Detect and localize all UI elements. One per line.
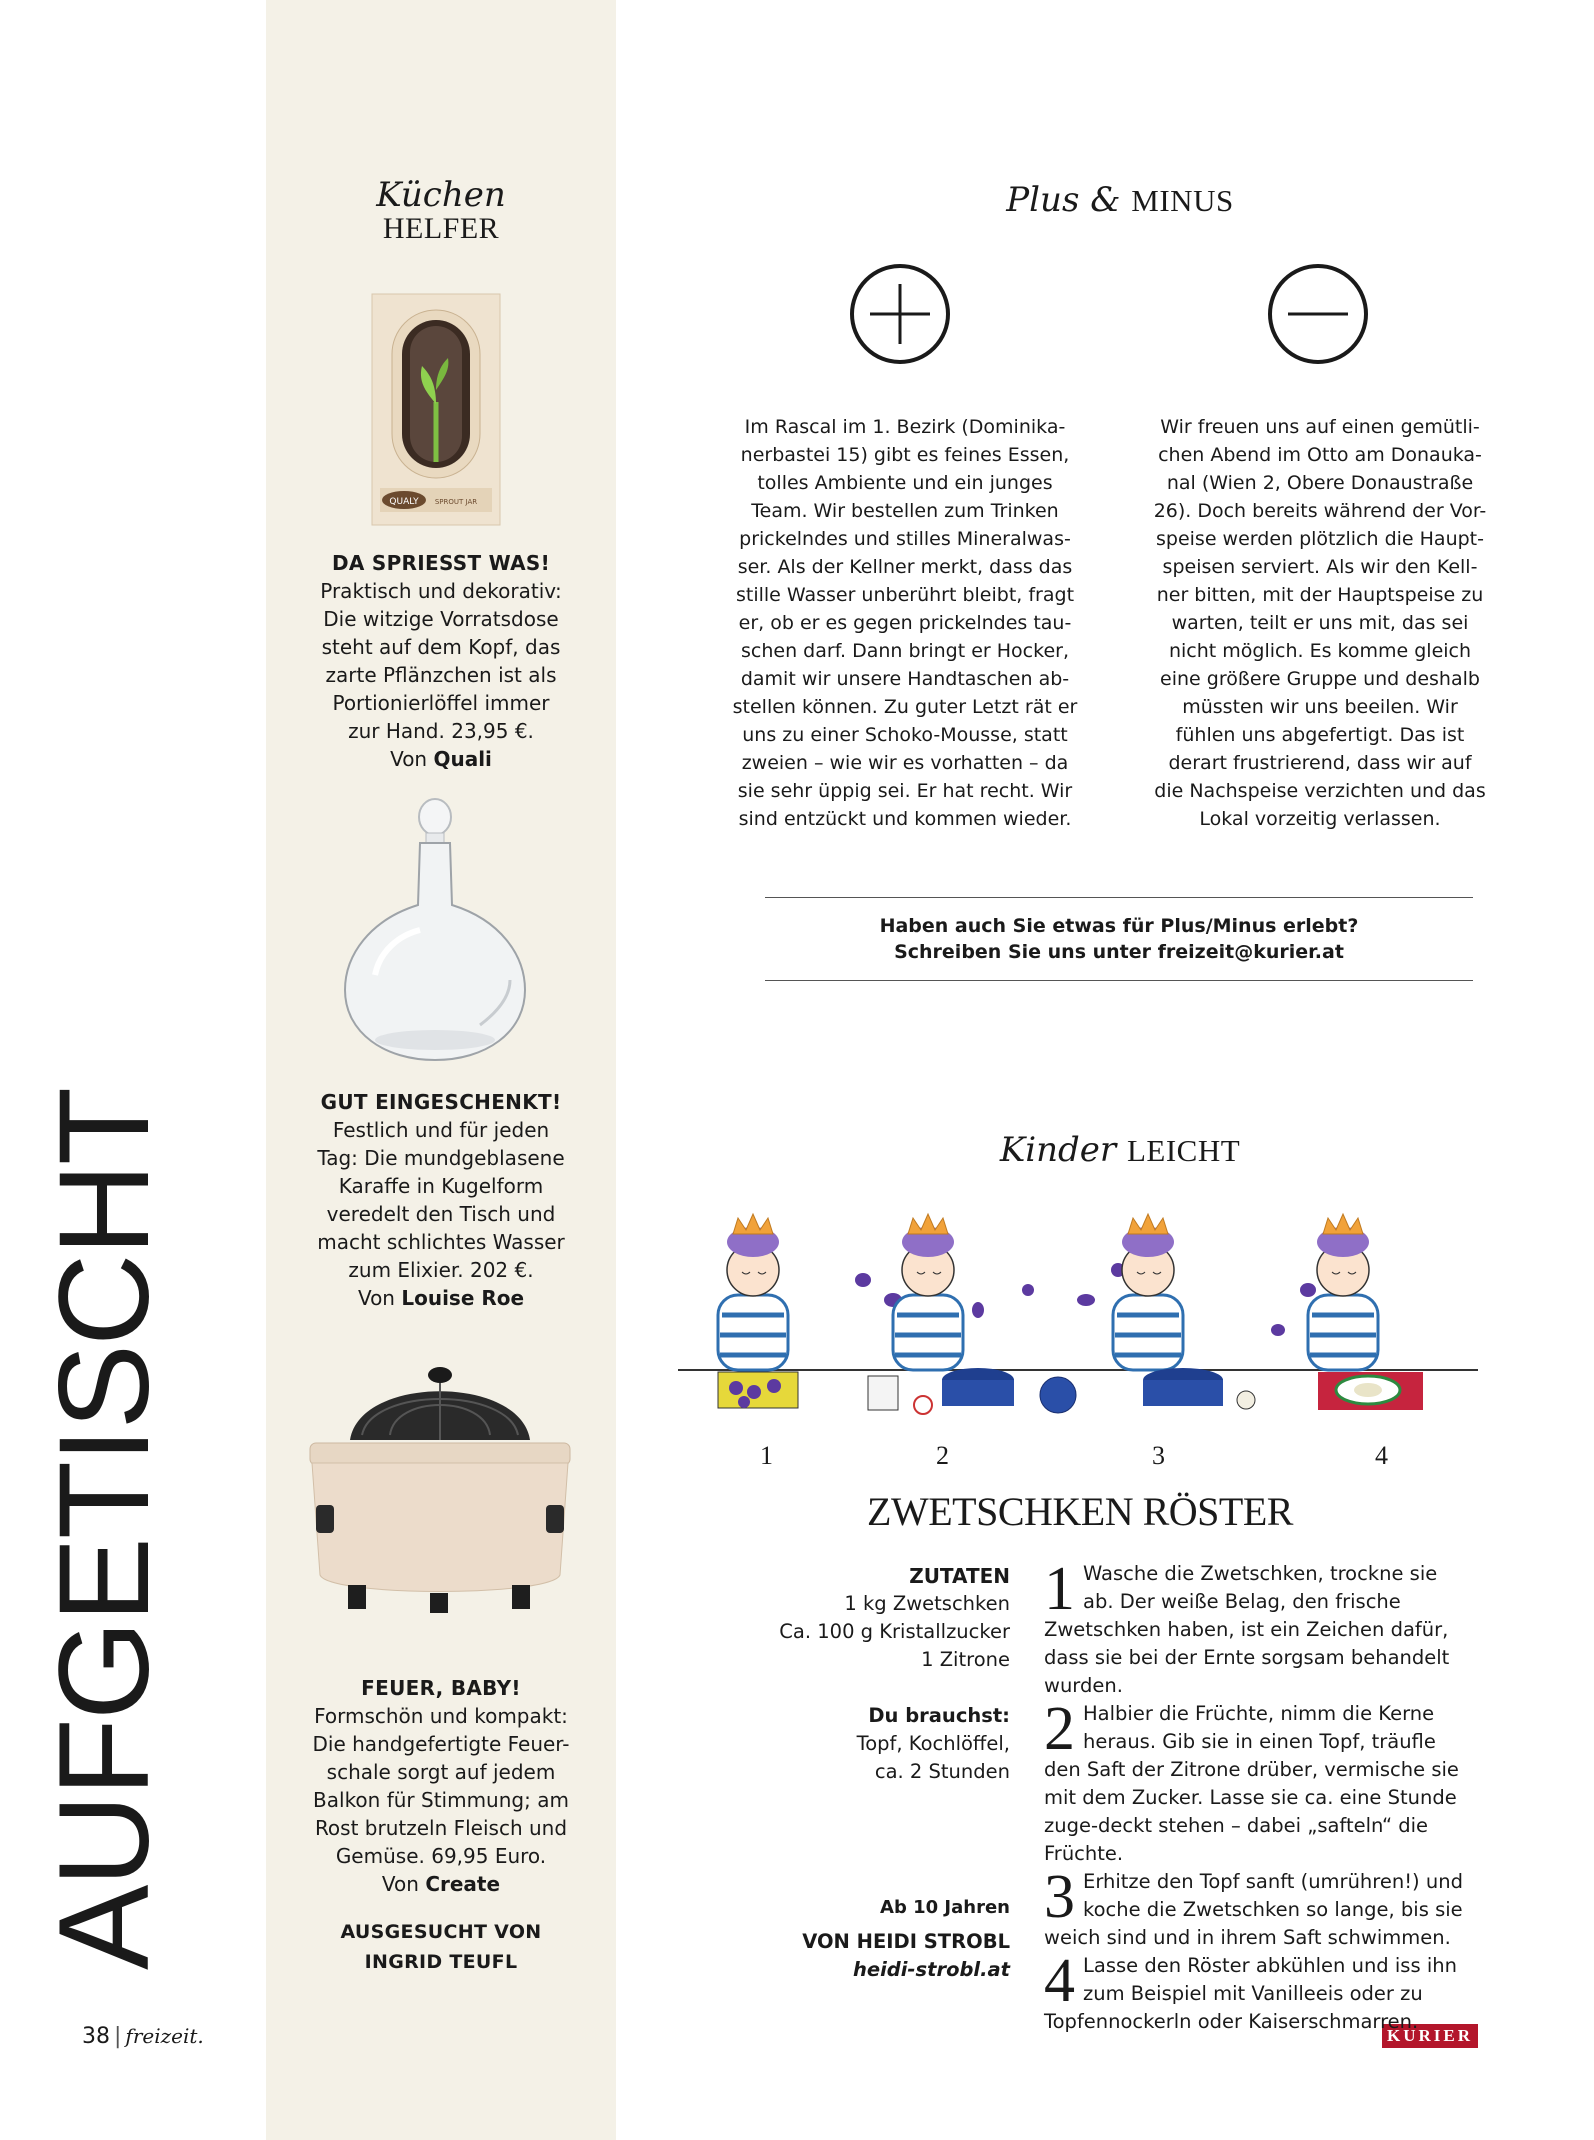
recipe-steps [1044, 1555, 1464, 2036]
recipe-step [1044, 1863, 1464, 1952]
von-prefix: Von [381, 1872, 419, 1896]
title-script: Plus [1006, 180, 1080, 220]
step-text: Lasse den Röster abkühlen und iss ihn zum Beispiel mit Vanilleeis oder zu Topfennockerln oder Kaiserschmarren. [1044, 1954, 1457, 2033]
step-text: Erhitze den Topf sanft (umrühren!) und koche die Zwetschken so lange, bis sie weich sind und in ihrem Saft schwimmen. [1044, 1870, 1463, 1949]
carafe-image [340, 795, 530, 1065]
title-caps: LEICHT [1126, 1133, 1241, 1168]
text-line: stille Wasser unberührt bleibt, fragt [735, 584, 1075, 606]
text-line: speise werden plötzlich die Haupt- [1156, 528, 1484, 550]
vertical-section-title: AUFGETISCHT [33, 1088, 176, 1970]
package-sub-text: SPROUT JAR [434, 498, 478, 506]
ingredients-heading: ZUTATEN [909, 1564, 1010, 1588]
product-headline: GUT EINGESCHENKT! [320, 1090, 562, 1114]
recipe-step [1044, 1555, 1464, 1700]
divider [765, 980, 1473, 981]
product-line: zur Hand. 23,95 €. [348, 719, 534, 743]
text-line: stellen können. Zu guter Letzt rät er [732, 696, 1078, 718]
footer-brand: freizeit. [125, 2024, 204, 2048]
text-line: müssten wir uns beeilen. Wir [1182, 696, 1458, 718]
ingredient-item: Ca. 100 g Kristallzucker [779, 1620, 1010, 1643]
text-line: nal (Wien 2, Obere Donaustraße [1166, 472, 1474, 494]
tools-list [730, 1702, 1010, 1786]
minus-review [1135, 413, 1505, 833]
recipe-title: ZWETSCHKEN RÖSTER [867, 1489, 1293, 1534]
step-number: 1 [1044, 1555, 1075, 1623]
product-line: Rost brutzeln Fleisch und [314, 1816, 568, 1840]
product-line: Festlich und für jeden [332, 1118, 550, 1142]
title-caps: MINUS [1131, 183, 1234, 218]
illustration-step-number: 1 [760, 1441, 773, 1470]
product-line: zarte Pflänzchen ist als [325, 663, 557, 687]
credit-line: AUSGESUCHT VON [340, 1921, 542, 1943]
step-number: 2 [1044, 1695, 1075, 1763]
text-line: ser. Als der Kellner merkt, dass das [737, 556, 1073, 578]
product-line: Balkon für Stimmung; am [313, 1788, 569, 1812]
product-headline: FEUER, BABY! [361, 1676, 521, 1700]
product-headline: DA SPRIESST WAS! [331, 551, 551, 575]
plus-minus-cta [765, 913, 1473, 965]
divider [765, 897, 1473, 898]
ingredient-item: 1 kg Zwetschken [844, 1592, 1010, 1615]
title-script: Kinder [999, 1130, 1117, 1170]
product-create [266, 1674, 616, 1898]
von-prefix: Von [390, 747, 428, 771]
step-number: 4 [1044, 1947, 1075, 2015]
text-line: Wir freuen uns auf einen gemütli- [1160, 416, 1480, 438]
package-brand-text: QUALY [389, 497, 419, 507]
tools-heading: Du brauchst: [868, 1704, 1010, 1727]
text-line: damit wir unsere Handtaschen ab- [740, 668, 1070, 690]
vendor-name: Create [425, 1872, 501, 1896]
product-vendor [266, 1870, 616, 1898]
page-footer: 38 | freizeit. [82, 2024, 204, 2049]
title-amp: & [1090, 180, 1121, 220]
von-prefix: Von [357, 1286, 395, 1310]
illustration-step-number: 4 [1375, 1441, 1388, 1470]
text-line: Im Rascal im 1. Bezirk (Dominika- [744, 416, 1066, 438]
recipe-step [1044, 1947, 1464, 2036]
step-text: Halbier die Früchte, nimm die Kerne heraus. Gib sie in einen Topf, träufle den Saft der Zitrone drüber, vermische sie mit dem Zucker. Lasse sie ca. eine Stunde zuge-deckt stehen – dabei „safteln“ die Früchte. [1044, 1702, 1459, 1865]
text-line: tolles Ambiente und ein junges [757, 472, 1053, 494]
kinder-leicht-title [880, 1130, 1360, 1170]
text-line: 26). Doch bereits während der Vor- [1153, 500, 1487, 522]
plus-review [720, 413, 1090, 833]
product-line: Formschön und kompakt: [314, 1704, 568, 1728]
product-line: veredelt den Tisch und [326, 1202, 556, 1226]
text-line: ner bitten, mit der Hauptspeise zu [1156, 584, 1484, 606]
recipe-step [1044, 1695, 1464, 1868]
product-louise-roe [266, 1088, 616, 1312]
text-line: die Nachspeise verzichten und das [1154, 780, 1486, 802]
tool-item: ca. 2 Stunden [874, 1760, 1010, 1783]
product-vendor [266, 745, 616, 773]
text-line: uns zu einer Schoko-Mousse, statt [742, 724, 1068, 746]
author-credit [266, 1917, 616, 1977]
product-line: macht schlichtes Wasser [317, 1230, 565, 1254]
text-line: warten, teilt er uns mit, das sei [1171, 612, 1469, 634]
credit-line: INGRID TEUFL [364, 1951, 518, 1973]
sprout-jar-image [370, 292, 502, 527]
ingredients-list [730, 1562, 1010, 1674]
product-line: Praktisch und dekorativ: [320, 579, 562, 603]
page-number: 38 [82, 2024, 110, 2049]
text-line: derart frustrierend, dass wir auf [1168, 752, 1472, 774]
cta-line: Schreiben Sie uns unter freizeit@kurier.at [894, 941, 1344, 963]
minus-circle-icon [1266, 262, 1370, 366]
kurier-logo: KURIER [1382, 2024, 1478, 2048]
recipe-steps-illustration [678, 1200, 1478, 1440]
product-line: Die witzige Vorratsdose [323, 607, 559, 631]
text-line: speisen serviert. Als wir den Kell- [1162, 556, 1478, 578]
vendor-name: Quali [433, 747, 492, 771]
text-line: nerbastei 15) gibt es feines Essen, [740, 444, 1070, 466]
product-quali [266, 549, 616, 773]
text-line: Lokal vorzeitig verlassen. [1199, 808, 1441, 830]
age-label: Ab 10 Jahren [880, 1897, 1010, 1918]
text-line: fühlen uns abgefertigt. Das ist [1175, 724, 1465, 746]
plus-circle-icon [848, 262, 952, 366]
product-line: Die handgefertigte Feuer- [312, 1732, 570, 1756]
product-line: steht auf dem Kopf, das [321, 635, 561, 659]
text-line: schen darf. Dann bringt er Hocker, [741, 640, 1069, 662]
text-line: nicht möglich. Es komme gleich [1168, 640, 1472, 662]
recipe-author: VON HEIDI STROBL [802, 1930, 1010, 1953]
kuechen-helfer-title [266, 175, 616, 245]
product-line: Portionierlöffel immer [332, 691, 550, 715]
product-line: Karaffe in Kugelform [338, 1174, 544, 1198]
text-line: Team. Wir bestellen zum Trinken [751, 500, 1059, 522]
text-line: sie sehr üppig sei. Er hat recht. Wir [737, 780, 1073, 802]
product-line: Tag: Die mundgeblasene [317, 1146, 565, 1170]
recipe-meta [730, 1894, 1010, 1984]
text-line: sind entzückt und kommen wieder. [738, 808, 1072, 830]
product-vendor [266, 1284, 616, 1312]
text-line: er, ob er es gegen prickelndes tau- [738, 612, 1072, 634]
author-website: heidi-strobl.at [853, 1958, 1010, 1981]
tool-item: Topf, Kochlöffel, [856, 1732, 1010, 1755]
text-line: chen Abend im Otto am Donauka- [1158, 444, 1482, 466]
title-script: Küchen [376, 175, 506, 215]
step-text: Wasche die Zwetschken, trockne sie ab. Der weiße Belag, den frische Zwetschken haben, ist ein Zeichen dafür, dass sie bei der Ernte sorgsam behandelt wurden. [1044, 1562, 1450, 1697]
product-line: Gemüse. 69,95 Euro. [335, 1844, 547, 1868]
plus-minus-title [880, 180, 1360, 220]
product-line: zum Elixier. 202 €. [348, 1258, 534, 1282]
text-line: eine größere Gruppe und deshalb [1160, 668, 1480, 690]
illustration-step-number: 2 [936, 1441, 949, 1470]
fire-bowl-image [290, 1335, 590, 1640]
step-number: 3 [1044, 1863, 1075, 1931]
vendor-name: Louise Roe [401, 1286, 525, 1310]
text-line: prickelndes und stilles Mineralwas- [739, 528, 1071, 550]
illustration-step-number: 3 [1152, 1441, 1165, 1470]
ingredient-item: 1 Zitrone [921, 1648, 1010, 1671]
title-caps: HELFER [382, 212, 500, 245]
product-line: schale sorgt auf jedem [326, 1760, 556, 1784]
text-line: zweien – wie wir es vorhatten – da [741, 752, 1069, 774]
cta-line: Haben auch Sie etwas für Plus/Minus erlebt? [879, 915, 1359, 937]
